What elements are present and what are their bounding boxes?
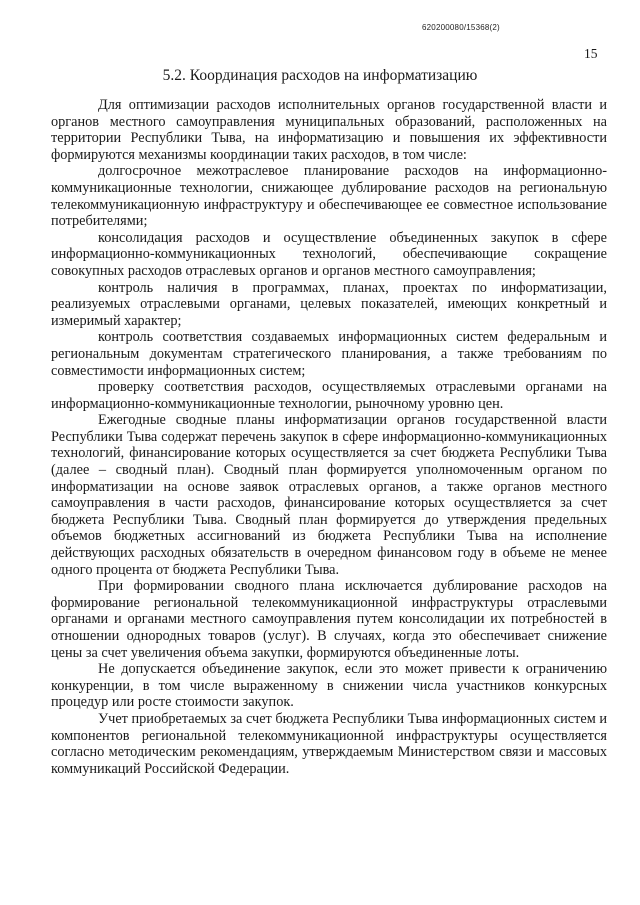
paragraph: контроль соответствия создаваемых информационных систем федеральным и региональным документам стратегического планирования, а также требованиям по совместимости информационных систем;	[51, 329, 607, 379]
paragraph: Учет приобретаемых за счет бюджета Республики Тыва информационных систем и компонентов региональной телекоммуникационной инфраструктуры осуществляется согласно методическим рекомендациям, утверждаемым Министерством связи и массовых коммуникаций Российской Федерации.	[51, 710, 607, 777]
paragraph: Не допускается объединение закупок, если это может привести к ограничению конкуренции, в том числе выраженному в снижении числа участников конкурсных процедур или росте стоимости закупок.	[51, 661, 607, 711]
paragraph: консолидация расходов и осуществление объединенных закупок в сфере информационно-коммуникационных технологий, обеспечивающие сокращение совокупных расходов отраслевых органов и органов местного самоуправления;	[51, 229, 607, 279]
paragraph: контроль наличия в программах, планах, проектах по информатизации, реализуемых отраслевыми органами, целевых показателей, имеющих конкретный и измеримый характер;	[51, 279, 607, 329]
section-title: 5.2. Координация расходов на информатизацию	[162, 67, 478, 84]
paragraph: Ежегодные сводные планы информатизации органов государственной власти Республики Тыва содержат перечень закупок в сфере информационно-коммуникационных технологий, финансирование которых осуществляется за счет бюджета Республики Тыва (далее – сводный план). Сводный план формируется уполномоченным органом по информатизации на основе заявок отраслевых органов, а также органов местного самоуправления в части расходов, финансирование которых осуществляется за счет бюджета Республики Тыва. Сводный план формируется до утверждения предельных объемов бюджетных ассигнований из бюджета Республики Тыва на исполнение действующих расходных обязательств в очередном финансовом году в объеме не менее одного процента от бюджета Республики Тыва.	[51, 412, 607, 578]
paragraph: При формировании сводного плана исключается дублирование расходов на формирование региональной телекоммуникационной инфраструктуры отраслевыми органами и органами местного самоуправления путем консолидации их потребностей в отношении однородных товаров (услуг). В случаях, когда это обеспечивает снижение цены за счет увеличения объема закупки, формируются объединенные лоты.	[51, 578, 607, 661]
document-code: 620200080/15368(2)	[422, 23, 500, 32]
page-number: 15	[584, 46, 598, 61]
paragraph: проверку соответствия расходов, осуществляемых отраслевыми органами на информационно-коммуникационные технологии, рыночному уровню цен.	[51, 379, 607, 412]
document-body	[51, 97, 607, 777]
paragraph: долгосрочное межотраслевое планирование расходов на информационно-коммуникационные технологии, снижающее дублирование расходов на региональную телекоммуникационную инфраструктуру и обеспечивающее ее совместное использование потребителями;	[51, 163, 607, 230]
paragraph: Для оптимизации расходов исполнительных органов государственной власти и органов местного самоуправления муниципальных образований, расположенных на территории Республики Тыва, на информатизацию и повышения их эффективности формируются механизмы координации таких расходов, в том числе:	[51, 97, 607, 163]
